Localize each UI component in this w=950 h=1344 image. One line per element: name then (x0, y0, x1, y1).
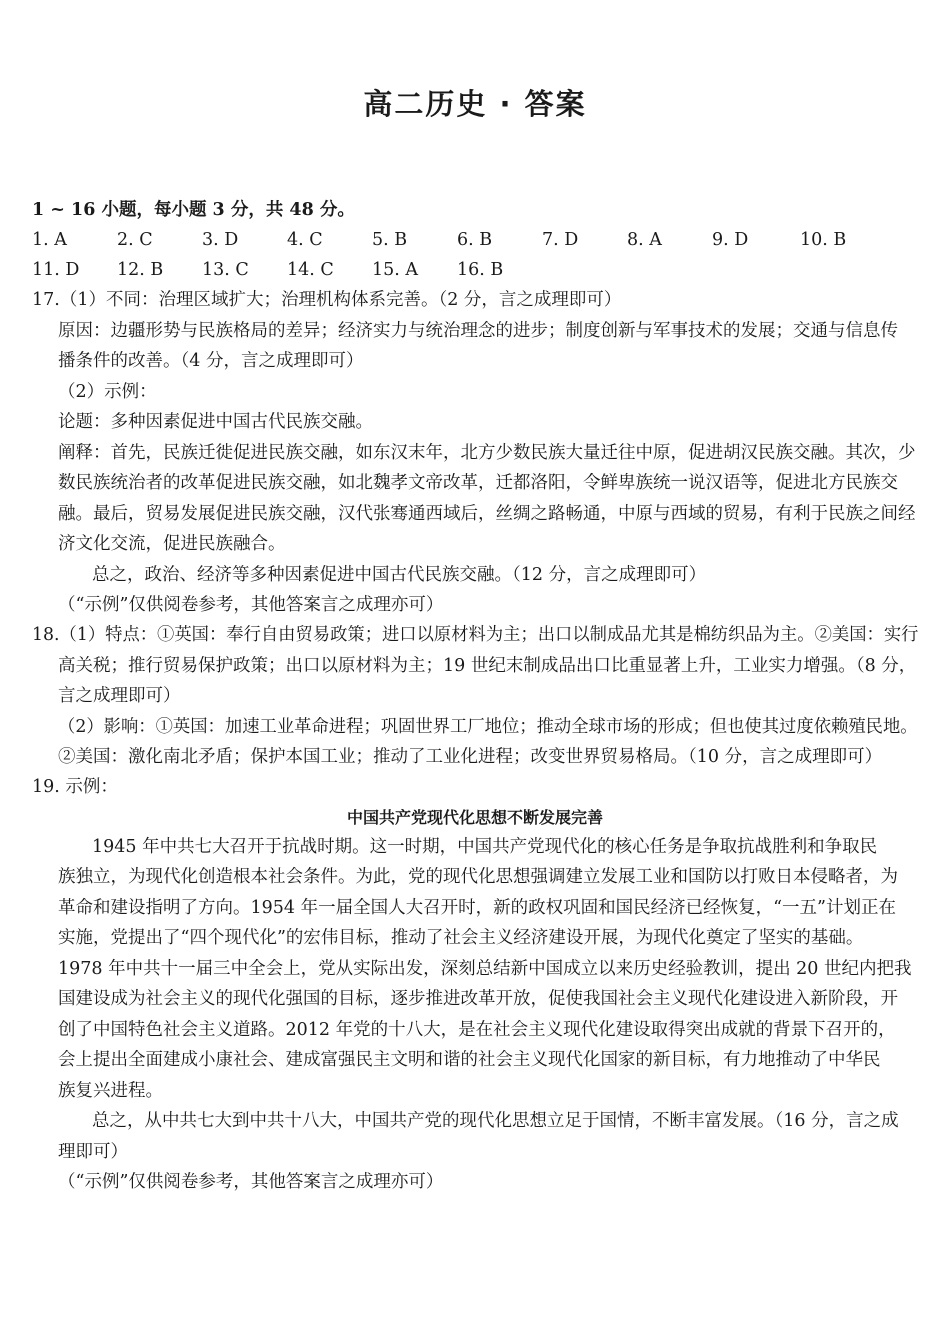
essay-conclusion-line: 总之，从中共七大到中共十八大，中国共产党的现代化思想立足于国情，不断丰富发展。（16 分，言之成 (92, 1111, 899, 1131)
essay-conclusion-line: 理即可） (58, 1142, 128, 1162)
section-header: 1 ~ 16 小题，每小题 3 分，共 48 分。 (32, 200, 355, 220)
answer-item: 4. C (287, 230, 323, 250)
q17-explanation-line: 融。最后，贸易发展促进民族交融，汉代张骞通西域后，丝绸之路畅通，中原与西域的贸易，有利于民族之间经 (58, 504, 916, 524)
answer-item: 9. D (712, 230, 749, 250)
answer-item: 6. B (457, 230, 493, 250)
q17-conclusion-line: 总之，政治、经济等多种因素促进中国古代民族交融。（12 分，言之成理即可） (92, 565, 707, 585)
essay-title: 中国共产党现代化思想不断发展完善 (346, 808, 603, 827)
q17-reason-line: 原因：边疆形势与民族格局的差异；经济实力与统治理念的进步；制度创新与军事技术的发展；交通与信息传 (58, 321, 898, 341)
q17-explanation-line: 数民族统治者的改革促进民族交融，如北魏孝文帝改革，迁都洛阳，令鲜卑族统一说汉语等，促进北方民族交 (58, 473, 898, 493)
answer-item: 5. B (372, 230, 408, 250)
answer-item: 3. D (202, 230, 239, 250)
essay-line: 实施，党提出了“四个现代化”的宏伟目标，推动了社会主义经济建设开展，为现代化奠定了坚实的基础。 (58, 928, 864, 948)
answer-item: 12. B (117, 260, 164, 280)
q18-part2-line: （2）影响：①英国：加速工业革命进程；巩固世界工厂地位；推动全球市场的形成；但也使其过度依赖殖民地。 (58, 717, 918, 737)
essay-line: 1978 年中共十一届三中全会上，党从实际出发，深刻总结新中国成立以来历史经验教训，提出 20 世纪内把我 (58, 959, 912, 979)
answer-item: 10. B (800, 230, 847, 250)
q17-note-line: （“示例”仅供阅卷参考，其他答案言之成理亦可） (58, 595, 444, 615)
essay-line: 创了中国特色社会主义道路。2012 年党的十八大，是在社会主义现代化建设取得突出成就的背景下召开的， (58, 1020, 896, 1040)
essay-line: 族独立，为现代化创造根本社会条件。为此，党的现代化思想强调建立发展工业和国防以打败日本侵略者，为 (58, 867, 898, 887)
answer-item: 2. C (117, 230, 153, 250)
q18-part2-line: ②美国：激化南北矛盾；保护本国工业；推动了工业化进程；改变世界贸易格局。（10 分，言之成理即可） (58, 747, 883, 767)
answer-item: 13. C (202, 260, 249, 280)
q18-part1-line: 言之成理即可） (58, 686, 181, 706)
q17-reason-line: 播条件的改善。（4 分，言之成理即可） (58, 351, 364, 371)
q17-part1-line: 17.（1）不同：治理区域扩大；治理机构体系完善。（2 分，言之成理即可） (32, 290, 622, 310)
answer-item: 1. A (32, 230, 67, 250)
answer-item: 8. A (627, 230, 662, 250)
q17-explanation-line: 阐释：首先，民族迁徙促进民族交融，如东汉末年，北方少数民族大量迁往中原，促进胡汉民族交融。其次，少 (58, 443, 916, 463)
essay-line: 国建设成为社会主义的现代化强国的目标，逐步推进改革开放，促使我国社会主义现代化建设进入新阶段，开 (58, 989, 898, 1009)
answer-item: 14. C (287, 260, 334, 280)
answer-item: 7. D (542, 230, 579, 250)
essay-line: 1945 年中共七大召开于抗战时期。这一时期，中国共产党现代化的核心任务是争取抗战胜利和争取民 (92, 837, 878, 857)
essay-line: 族复兴进程。 (58, 1081, 163, 1101)
q19-label-line: 19. 示例： (32, 777, 118, 797)
q17-thesis-line: 论题：多种因素促进中国古代民族交融。 (58, 412, 373, 432)
q18-part1-line: 18.（1）特点：①英国：奉行自由贸易政策；进口以原材料为主；出口以制成品尤其是棉纺织品为主。②美国：实行 (32, 625, 919, 645)
q17-part2-line: （2）示例： (58, 382, 157, 402)
q18-part1-line: 高关税；推行贸易保护政策；出口以原材料为主；19 世纪末制成品出口比重显著上升，工业实力增强。（8 分， (58, 656, 917, 676)
essay-line: 革命和建设指明了方向。1954 年一届全国人大召开时，新的政权巩固和国民经济已经恢复，“一五”计划正在 (58, 898, 896, 918)
q17-explanation-line: 济文化交流，促进民族融合。 (58, 534, 286, 554)
answer-item: 16. B (457, 260, 504, 280)
answer-item: 11. D (32, 260, 80, 280)
essay-line: 会上提出全面建成小康社会、建成富强民主文明和谐的社会主义现代化国家的新目标，有力地推动了中华民 (58, 1050, 881, 1070)
page-title: 高二历史 · 答案 (363, 87, 587, 121)
answer-item: 15. A (372, 260, 419, 280)
q19-note-line: （“示例”仅供阅卷参考，其他答案言之成理亦可） (58, 1172, 444, 1192)
